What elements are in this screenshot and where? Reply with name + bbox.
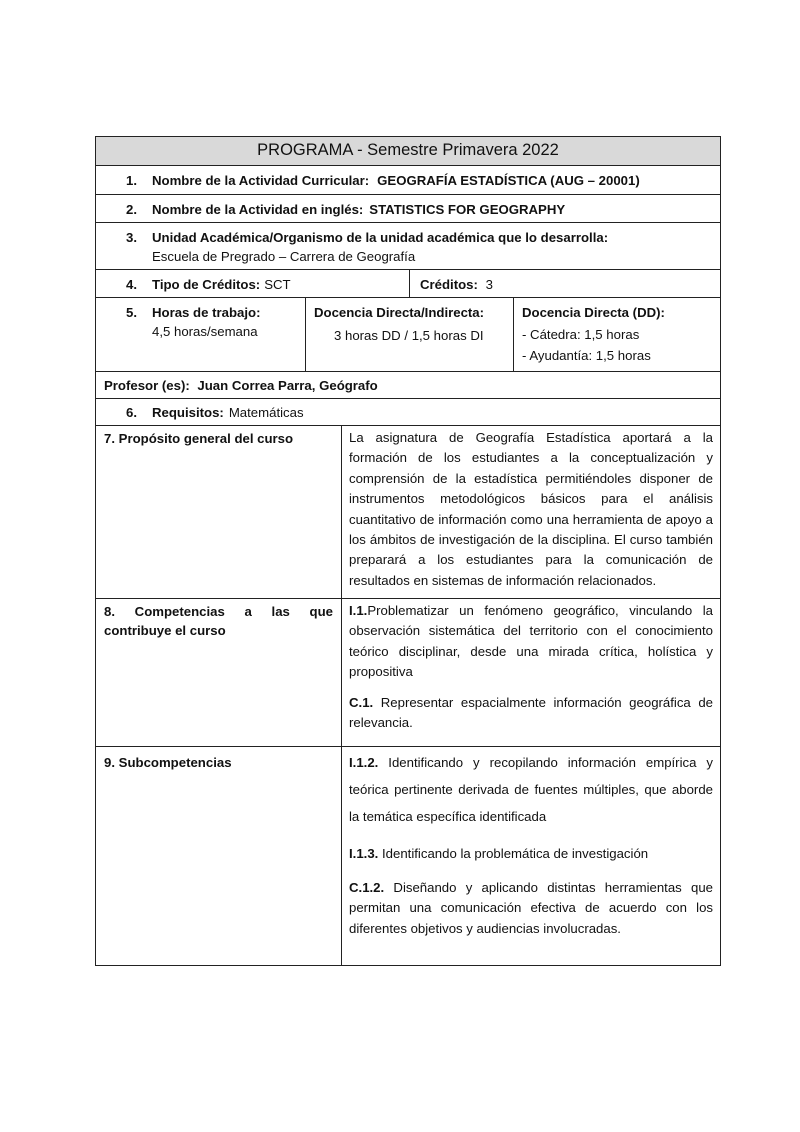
activity-english-value: STATISTICS FOR GEOGRAPHY: [369, 202, 566, 217]
list-item: - Ayudantía: 1,5 horas: [522, 348, 651, 363]
credits-label: Créditos:: [420, 277, 478, 292]
docencia-value: 3 horas DD / 1,5 horas DI: [334, 328, 484, 343]
row-requirements: [95, 399, 721, 426]
work-hours-value: 4,5 horas/semana: [152, 324, 258, 339]
subcompetency-c12: [349, 878, 713, 939]
academic-unit-value: Escuela de Pregrado – Carrera de Geografía: [152, 249, 416, 264]
competency-text: Representar espacialmente información geográfica de relevancia.: [349, 694, 713, 731]
subcompetency-code: I.1.3.: [349, 846, 379, 861]
subcompetency-text: Identificando y recopilando información empírica y teórica pertinente derivada de fuentes múltiples, que aborde la temática específica identificada: [349, 755, 713, 824]
requirements-label: Requisitos:: [152, 405, 224, 420]
academic-unit-label: Unidad Académica/Organismo de la unidad académica que lo desarrolla:: [152, 230, 609, 245]
row-number: 6.: [126, 405, 137, 420]
row-number: 5.: [126, 305, 137, 320]
competency-c1: [349, 693, 713, 734]
row-professor: [95, 372, 721, 399]
competencies-label-cont: contribuye el curso: [104, 623, 226, 638]
requirements-value: Matemáticas: [228, 405, 304, 420]
subcompetencies-label: 9. Subcompetencias: [104, 755, 232, 770]
purpose-text: La asignatura de Geografía Estadística aportará a la formación de los estudiantes a la conceptualización y comprensión de la estadística permitiéndoles disponer de instrumentos metodológicos básicos para el análisis cuantitativo de información como una herramienta de apoyo a los ámbitos de investigación de la disciplina. El curso también preparará a los estudiantes para la comunicación de resultados en sistemas de información relacionados.: [341, 426, 720, 598]
row-work-hours: [95, 298, 721, 372]
activity-name-label: Nombre de la Actividad Curricular:: [152, 173, 370, 188]
purpose-label: 7. Propósito general del curso: [104, 431, 294, 446]
row-activity-english: [95, 195, 721, 223]
subcompetency-i12: [349, 749, 713, 830]
row-competencies: [95, 599, 721, 747]
competency-i1: [349, 601, 713, 683]
row-credit-type: [95, 270, 721, 298]
credit-type-label: Tipo de Créditos:: [152, 277, 261, 292]
subcompetency-code: I.1.2.: [349, 755, 379, 770]
row-subcompetencies: [95, 747, 721, 966]
row-number: 2.: [126, 202, 137, 217]
work-hours-label: Horas de trabajo:: [152, 305, 261, 320]
competency-text: Problematizar un fenómeno geográfico, vinculando la observación sistemática del territorio con el conocimiento teórico disciplinar, desde una mirada crítica, holística y propositiva: [349, 603, 713, 680]
competency-code: C.1.: [349, 694, 374, 710]
subcompetency-text: Identificando la problemática de investigación: [382, 846, 649, 861]
subcompetency-code: C.1.2.: [349, 880, 385, 895]
activity-english-label: Nombre de la Actividad en inglés:: [152, 202, 364, 217]
dd-label: Docencia Directa (DD):: [522, 305, 665, 320]
docencia-label: Docencia Directa/Indirecta:: [314, 305, 485, 320]
activity-name-value: GEOGRAFÍA ESTADÍSTICA (AUG – 20001): [377, 173, 640, 188]
row-number: 4.: [126, 277, 137, 292]
competencies-label: 8. Competencias a las que: [104, 604, 333, 619]
subcompetency-text: Diseñando y aplicando distintas herramientas que permitan una comunicación efectiva de acuerdo con los diferentes objetivos y audiencias involucradas.: [349, 880, 713, 936]
professor-value: Juan Correa Parra, Geógrafo: [197, 378, 378, 393]
list-item: - Cátedra: 1,5 horas: [522, 327, 640, 342]
credit-type-value: SCT: [264, 277, 291, 292]
dd-list: [522, 325, 665, 365]
professor-label: Profesor (es):: [104, 378, 190, 393]
competency-code: I.1.: [349, 603, 368, 618]
row-activity-name: [95, 166, 721, 195]
subcompetency-i13: [349, 844, 713, 864]
title-row: [95, 136, 721, 166]
row-number: 1.: [126, 173, 137, 188]
row-purpose: [95, 426, 721, 599]
row-number: 3.: [126, 230, 137, 245]
row-academic-unit: [95, 223, 721, 270]
page-title: PROGRAMA - Semestre Primavera 2022: [96, 137, 720, 165]
program-table: [95, 136, 721, 966]
credits-value: 3: [485, 277, 493, 292]
